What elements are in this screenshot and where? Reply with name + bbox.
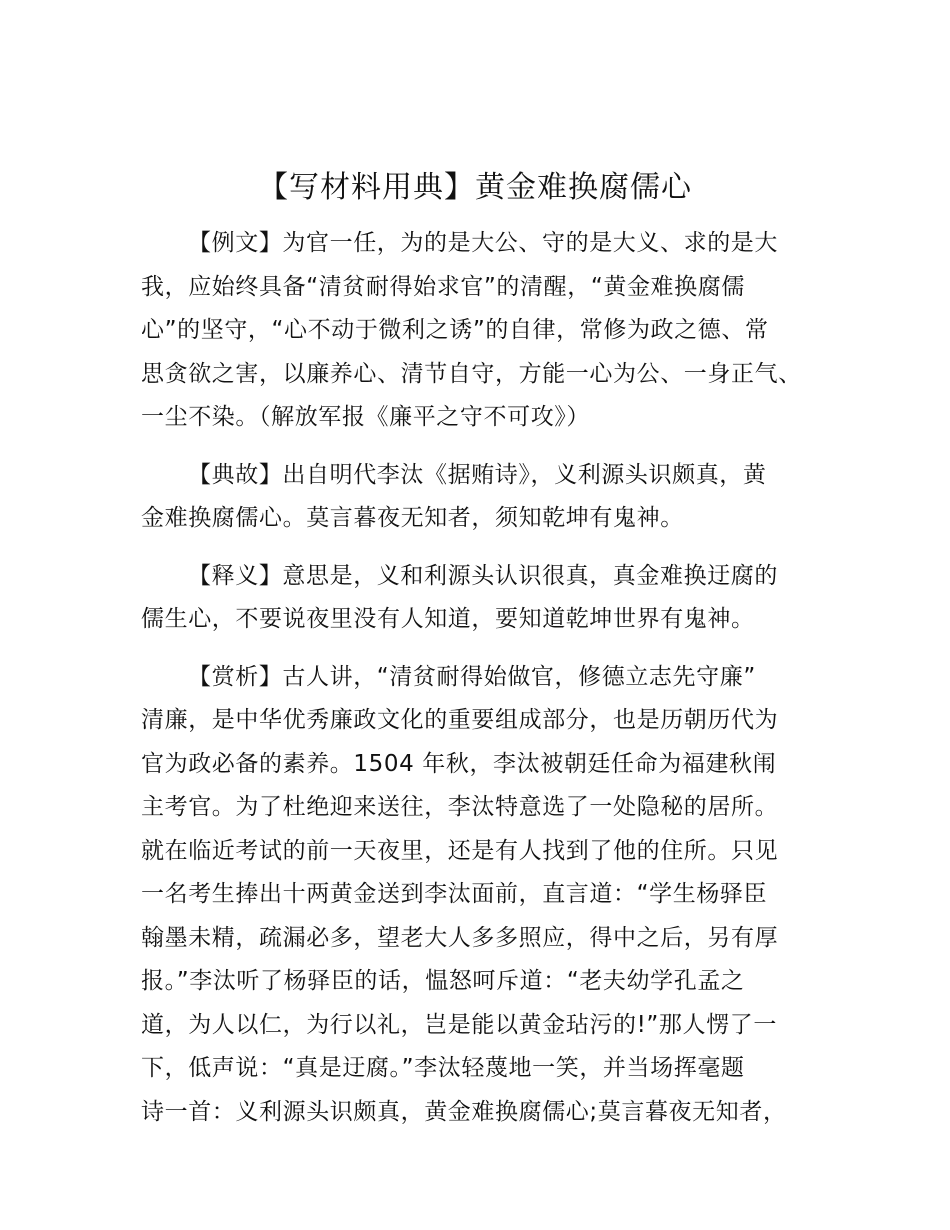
text-line: 【赏析】古人讲，“清贫耐得始做官，修德立志先守廉” [188,663,756,690]
paragraph-meaning [141,555,841,642]
document-title: 【写材料用典】黄金难换腐儒心 [258,170,692,205]
text-line: 主考官。为了杜绝迎来送往，李汰特意选了一处隐秘的居所。 [141,794,779,820]
text-line: 清廉，是中华优秀廉政文化的重要组成部分，也是历朝历代为 [141,707,779,733]
text-line: 【例文】为官一任，为的是大公、守的是大义、求的是大 [188,230,778,256]
text-line: 下，低声说：“真是迂腐。”李汰轻蔑地一笑，并当场挥毫题 [141,1055,745,1081]
text-line: 一尘不染。（解放军报《廉平之守不可攻》） [141,404,590,430]
text-line: 一名考生捧出十两黄金送到李汰面前，直言道：“学生杨驿臣 [141,881,768,907]
text-line: 翰墨未精，疏漏必多，望老大人多多照应，得中之后，另有厚 [141,924,779,951]
text-line: 儒生心，不要说夜里没有人知道，要知道乾坤世界有鬼神。 [141,606,755,632]
text-line: 金难换腐儒心。莫言暮夜无知者，须知乾坤有鬼神。 [141,505,684,531]
text-line: 心”的坚守，“心不动于微利之诱”的自律，常修为政之德、常 [141,317,769,343]
text-line: 我，应始终具备“清贫耐得始求官”的清醒，“黄金难换腐儒 [141,273,745,300]
text-line: 诗一首：义利源头识颇真，黄金难换腐儒心;莫言暮夜无知者， [141,1098,787,1125]
paragraph-allusion [141,454,841,541]
text-line: 报。”李汰听了杨驿臣的话，愠怒呵斥道：“老夫幼学孔孟之 [141,968,745,994]
text-line: 官为政必备的素养。1504 年秋，李汰被朝廷任命为福建秋闱 [141,750,777,777]
text-line: 就在临近考试的前一天夜里，还是有人找到了他的住所。只见 [141,837,779,864]
text-line: 道，为人以仁，为行以礼，岂是能以黄金玷污的!”那人愣了一 [141,1011,777,1038]
paragraph-example [141,222,841,440]
text-line: 【释义】意思是，义和利源头认识很真，真金难换迂腐的 [188,562,778,589]
document-body [141,222,841,1148]
text-line: 思贪欲之害，以廉养心、清节自守，方能一心为公、一身正气、 [141,360,802,387]
text-line: 【典故】出自明代李汰《据贿诗》，义利源头识颇真，黄 [188,461,767,488]
paragraph-analysis [141,656,841,1135]
